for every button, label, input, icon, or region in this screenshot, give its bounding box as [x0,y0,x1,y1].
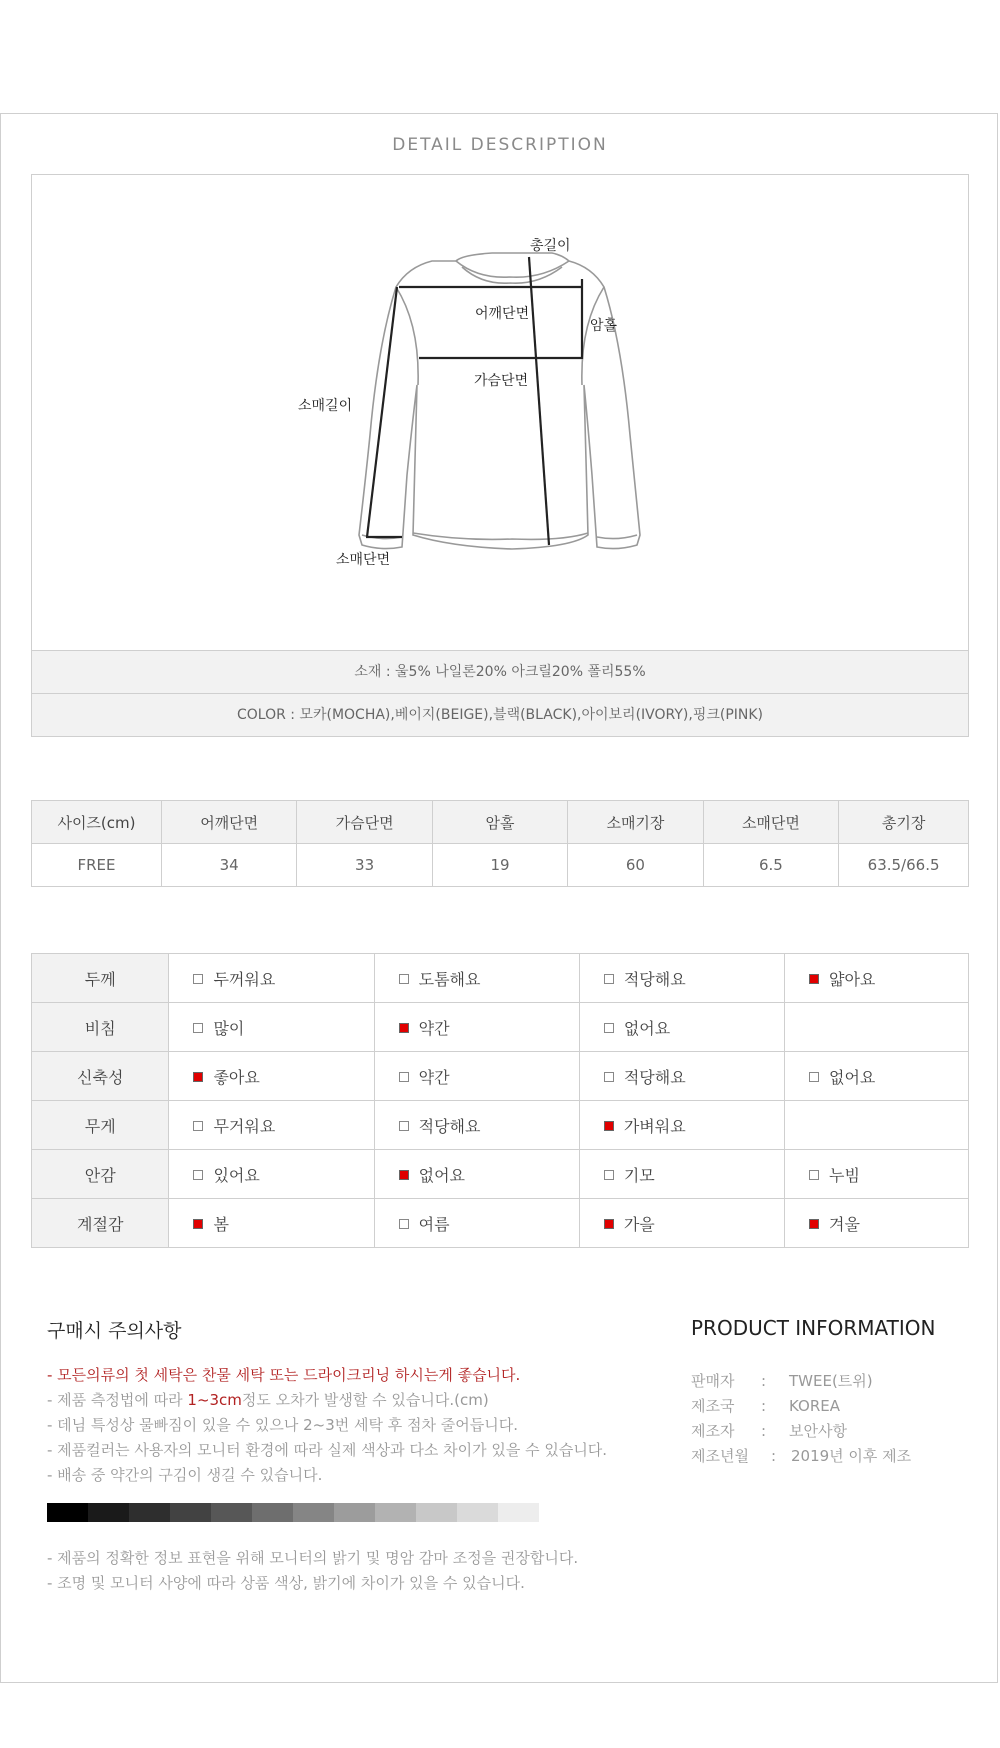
feature-option-label: 없어요 [623,1018,671,1038]
size-cell: 6.5 [703,844,839,887]
feature-name: 안감 [32,1150,169,1199]
pi-value: KOREA [789,1397,840,1415]
feature-option-label: 적당해요 [623,1067,686,1087]
feature-option-cell [579,1003,784,1052]
size-header-cell: 사이즈(cm) [32,801,162,844]
feature-option-cell [785,1052,969,1101]
unchecked-checkbox-icon [193,1121,203,1131]
feature-option-label: 있어요 [213,1165,260,1185]
section-title: DETAIL DESCRIPTION [392,135,608,155]
feature-row [32,1052,969,1101]
feature-name: 계절감 [32,1199,169,1248]
unchecked-checkbox-icon [809,1072,819,1082]
feature-row [32,954,969,1003]
feature-option-cell [169,1150,374,1199]
feature-option-cell [374,1101,579,1150]
gamma-swatch [498,1503,539,1522]
gamma-swatch [170,1503,211,1522]
size-header-cell: 암홀 [432,801,567,844]
pi-value: 2019년 이후 제조 [791,1447,912,1465]
feature-name: 비침 [32,1003,169,1052]
sweater-diagram [32,175,968,651]
gamma-swatch [334,1503,375,1522]
unchecked-checkbox-icon [399,1219,409,1229]
feature-option-cell [169,954,374,1003]
gamma-swatch [211,1503,252,1522]
unchecked-checkbox-icon [604,1072,614,1082]
feature-option-cell [579,1052,784,1101]
label-armhole: 암홀 [590,318,618,334]
pi-sep: : [761,1372,767,1390]
size-header-cell: 소매단면 [703,801,839,844]
feature-row [32,1003,969,1052]
gamma-swatch [47,1503,88,1522]
size-header-cell: 가슴단면 [297,801,432,844]
gamma-swatches [47,1503,539,1522]
feature-option-label: 얇아요 [829,969,876,989]
checked-checkbox-icon [809,974,819,984]
product-info-title: PRODUCT INFORMATION [691,1316,936,1340]
size-table [31,800,969,887]
total-length-line [529,257,549,545]
pi-sep: : [771,1447,777,1465]
feature-option-cell [579,954,784,1003]
size-cell: 60 [568,844,703,887]
feature-name: 두께 [32,954,169,1003]
feature-option-cell [169,1101,374,1150]
monitor-note: - 제품의 정확한 정보 표현을 위해 모니터의 밝기 및 명암 감마 조정을 권장합니다. [47,1549,579,1567]
unchecked-checkbox-icon [604,974,614,984]
feature-option-cell [785,1003,969,1052]
label-sleeve-length: 소매길이 [298,398,353,414]
feature-option-cell [169,1052,374,1101]
feature-option-label: 많이 [213,1018,245,1038]
note-line: - 제품컬러는 사용자의 모니터 환경에 따라 실제 색상과 다소 차이가 있을 수 있습니다. [47,1441,608,1459]
checked-checkbox-icon [399,1170,409,1180]
feature-row [32,1150,969,1199]
size-cell: 33 [297,844,432,887]
size-cell: 34 [161,844,296,887]
unchecked-checkbox-icon [193,1170,203,1180]
product-info-row [691,1445,911,1466]
unchecked-checkbox-icon [604,1023,614,1033]
feature-option-cell [374,954,579,1003]
feature-option-label: 겨울 [829,1214,860,1234]
feature-option-label: 적당해요 [623,969,686,989]
unchecked-checkbox-icon [399,1121,409,1131]
size-header-cell: 총기장 [839,801,969,844]
pi-key: 판매자 [691,1372,735,1390]
feature-option-cell [169,1003,374,1052]
feature-option-label: 두꺼워요 [213,969,276,989]
feature-option-label: 없어요 [418,1165,466,1185]
feature-option-label: 없어요 [829,1067,876,1087]
pi-value: 보안사항 [789,1422,847,1440]
feature-option-cell [785,1150,969,1199]
note-text: 정도 오차가 발생할 수 있습니다.(cm) [241,1391,489,1409]
gamma-swatch [293,1503,334,1522]
material-row: 소재 : 울5% 나일론20% 아크릴20% 폴리55% [31,650,969,694]
feature-option-cell [374,1003,579,1052]
feature-row [32,1199,969,1248]
gamma-swatch [375,1503,416,1522]
feature-option-label: 도톰해요 [418,969,481,989]
feature-name: 무게 [32,1101,169,1150]
label-sleeve-width: 소매단면 [336,552,391,568]
notes-title: 구매시 주의사항 [47,1320,182,1342]
unchecked-checkbox-icon [604,1170,614,1180]
monitor-note: - 조명 및 모니터 사양에 따라 상품 색상, 밝기에 차이가 있을 수 있습니다. [47,1574,525,1592]
feature-option-cell [374,1150,579,1199]
unchecked-checkbox-icon [399,974,409,984]
checked-checkbox-icon [809,1219,819,1229]
size-cell: FREE [32,844,162,887]
feature-row [32,1101,969,1150]
gamma-swatch [457,1503,498,1522]
label-chest: 가슴단면 [474,373,529,389]
feature-option-cell [374,1052,579,1101]
diagram-box [31,174,969,650]
gamma-swatch [416,1503,457,1522]
feature-option-label: 약간 [418,1018,450,1038]
size-header-cell: 소매기장 [568,801,703,844]
unchecked-checkbox-icon [399,1072,409,1082]
unchecked-checkbox-icon [193,1023,203,1033]
checked-checkbox-icon [193,1072,203,1082]
pi-key: 제조년월 [691,1447,749,1465]
color-row: COLOR : 모카(MOCHA),베이지(BEIGE),블랙(BLACK),아이보리(IVORY),핑크(PINK) [31,693,969,737]
feature-option-cell [785,1101,969,1150]
feature-option-cell [579,1150,784,1199]
table-row [32,844,969,887]
gamma-swatch [129,1503,170,1522]
feature-option-label: 누빔 [829,1165,860,1185]
size-table-header [32,801,969,844]
note-highlight: 1~3cm [187,1391,242,1409]
checked-checkbox-icon [399,1023,409,1033]
note-text: - 제품 측정법에 따라 [47,1391,188,1409]
feature-option-label: 약간 [418,1067,450,1087]
feature-option-label: 여름 [418,1214,450,1234]
feature-option-cell [785,954,969,1003]
size-cell: 63.5/66.5 [839,844,969,887]
feature-name: 신축성 [32,1052,169,1101]
size-cell: 19 [432,844,567,887]
feature-option-label: 가벼워요 [623,1116,686,1136]
gamma-swatch [88,1503,129,1522]
product-info-row [691,1370,873,1391]
feature-option-label: 기모 [623,1165,655,1185]
pi-sep: : [761,1422,767,1440]
feature-option-cell [374,1199,579,1248]
size-header-cell: 어깨단면 [161,801,296,844]
product-info-row [691,1420,847,1441]
pi-key: 제조자 [691,1422,735,1440]
checked-checkbox-icon [604,1121,614,1131]
feature-option-label: 무거워요 [213,1116,276,1136]
feature-option-cell [579,1101,784,1150]
product-info-row [691,1395,840,1416]
gamma-swatch [252,1503,293,1522]
feature-option-label: 봄 [213,1214,229,1234]
feature-option-label: 좋아요 [213,1067,260,1087]
unchecked-checkbox-icon [809,1170,819,1180]
checked-checkbox-icon [193,1219,203,1229]
pi-value: TWEE(트위) [789,1372,873,1390]
unchecked-checkbox-icon [193,974,203,984]
note-line: - 데님 특성상 물빠짐이 있을 수 있으나 2~3번 세탁 후 점차 줄어듭니다. [47,1416,519,1434]
checked-checkbox-icon [604,1219,614,1229]
label-total-length: 총길이 [530,238,571,254]
feature-option-label: 가을 [623,1214,655,1234]
note-line: - 배송 중 약간의 구김이 생길 수 있습니다. [47,1466,323,1484]
note-line [47,1389,489,1410]
pi-sep: : [761,1397,767,1415]
pi-key: 제조국 [691,1397,735,1415]
label-shoulder: 어깨단면 [475,306,530,322]
feature-option-cell [169,1199,374,1248]
feature-option-cell [785,1199,969,1248]
feature-option-cell [579,1199,784,1248]
note-line: - 모든의류의 첫 세탁은 찬물 세탁 또는 드라이크리닝 하시는게 좋습니다. [47,1366,521,1384]
feature-table [31,953,969,1248]
feature-option-label: 적당해요 [418,1116,481,1136]
